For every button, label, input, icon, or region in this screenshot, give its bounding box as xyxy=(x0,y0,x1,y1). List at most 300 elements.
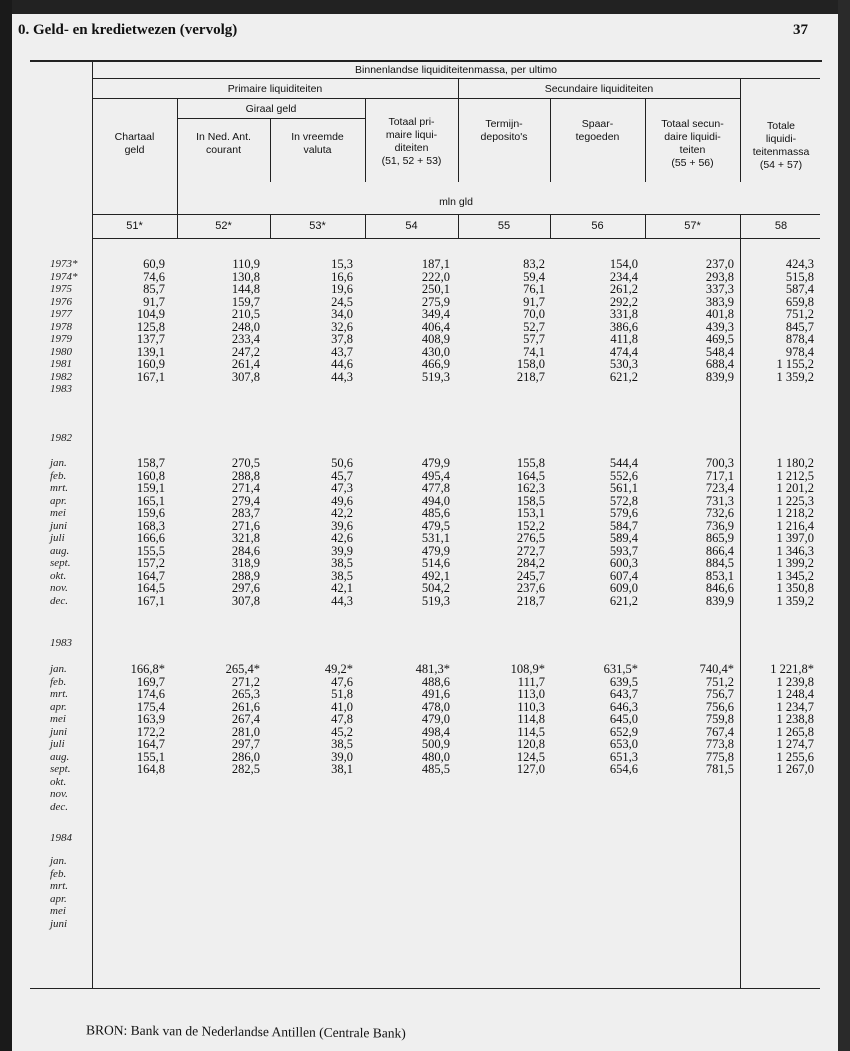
col-number-52: 52* xyxy=(215,220,232,232)
table-cell: 159,6 xyxy=(136,506,165,520)
table-cell: 386,6 xyxy=(609,319,638,334)
table-cell: 166,6 xyxy=(136,531,165,545)
table-cell: 587,4 xyxy=(785,282,814,296)
table-cell: 44,6 xyxy=(331,357,353,371)
rule-under-group xyxy=(92,98,740,99)
row-label: 1974* xyxy=(50,270,78,283)
table-cell: 481,3* xyxy=(415,662,450,676)
row-label: mei xyxy=(50,905,66,917)
column-c56 xyxy=(558,663,638,776)
table-cell: 469,5 xyxy=(705,332,734,346)
table-cell: 70,0 xyxy=(523,307,545,321)
row-labels xyxy=(50,855,68,930)
table-cell: 137,7 xyxy=(136,332,165,346)
table-cell: 531,1 xyxy=(421,531,450,545)
table-cell: 120,8 xyxy=(516,737,545,751)
table-cell: 114,5 xyxy=(517,724,545,739)
table-cell: 1 239,8 xyxy=(776,674,814,689)
table-cell: 1 201,2 xyxy=(776,481,814,495)
table-cell: 589,4 xyxy=(609,531,638,545)
col-number-55: 55 xyxy=(497,220,511,232)
col-header-58: Totale liquidi- teitenmassa (54 + 57) xyxy=(752,120,810,171)
table-cell: 479,5 xyxy=(421,518,450,533)
table-cell: 130,8 xyxy=(231,269,260,284)
table-cell: 167,1 xyxy=(136,593,165,608)
table-cell: 479,9 xyxy=(421,456,450,470)
table-cell: 561,1 xyxy=(609,481,638,495)
table-cell: 1 399,2 xyxy=(776,556,814,570)
row-label: mrt. xyxy=(50,880,69,892)
table-cell: 168,3 xyxy=(136,518,165,533)
table-cell: 293,8 xyxy=(705,269,734,284)
table-cell: 500,9 xyxy=(421,737,450,751)
column-c53 xyxy=(273,457,353,607)
table-cell: 271,2 xyxy=(231,674,260,689)
table-cell: 579,6 xyxy=(609,506,638,520)
table-cell: 108,9* xyxy=(510,662,545,676)
column-c55 xyxy=(465,663,545,776)
col-header-54: Totaal pri- maire liqui- diteiten (51, 52 + 53) xyxy=(381,116,442,167)
col-header-51: Chartaal geld xyxy=(114,131,155,156)
column-c56 xyxy=(558,457,638,607)
table-cell: 485,5 xyxy=(421,762,450,776)
table-cell xyxy=(273,383,353,396)
row-label: sept. xyxy=(50,557,71,569)
table-cell: 491,6 xyxy=(421,687,450,701)
table-cell: 775,8 xyxy=(705,749,734,764)
table-cell: 50,6 xyxy=(331,456,353,470)
row-label: okt. xyxy=(50,569,67,582)
table-cell: 781,5 xyxy=(705,762,734,776)
table-cell: 160,8 xyxy=(136,468,165,483)
table-cell: 337,3 xyxy=(705,282,734,296)
year-heading: 1984 xyxy=(50,832,72,844)
column-c54 xyxy=(370,457,450,607)
year-heading: 1982 xyxy=(50,432,72,444)
table-cell: 16,6 xyxy=(331,269,353,284)
table-cell: 279,4 xyxy=(231,493,260,508)
column-c56 xyxy=(558,258,638,396)
table-cell: 284,2 xyxy=(516,556,545,570)
table-cell: 104,9 xyxy=(136,307,165,321)
table-cell: 169,7 xyxy=(136,674,165,689)
table-cell: 127,0 xyxy=(516,762,545,776)
table-cell: 572,8 xyxy=(609,493,638,508)
column-c53 xyxy=(273,663,353,776)
table-cell: 292,2 xyxy=(609,294,638,309)
table-cell: 1 359,2 xyxy=(776,593,814,608)
table-cell: 288,9 xyxy=(231,568,260,583)
table-cell: 153,1 xyxy=(516,506,545,520)
table-cell: 282,5 xyxy=(231,762,260,776)
table-cell: 492,1 xyxy=(421,568,450,583)
table-cell: 488,6 xyxy=(421,674,450,689)
table-cell: 297,6 xyxy=(231,581,260,595)
col-header-52: In Ned. Ant. courant xyxy=(196,131,251,156)
table-cell: 39,9 xyxy=(331,543,353,558)
table-cell: 1 218,2 xyxy=(776,506,814,520)
table-cell: 44,3 xyxy=(331,369,353,384)
row-labels xyxy=(50,258,78,396)
table-cell: 19,6 xyxy=(331,282,353,296)
table-cell: 222,0 xyxy=(421,269,450,284)
table-cell: 49,2* xyxy=(324,662,353,676)
table-cell: 479,0 xyxy=(421,712,450,726)
table-cell: 519,3 xyxy=(421,369,450,384)
table-cell: 271,4 xyxy=(231,481,260,495)
table-cell: 643,7 xyxy=(609,687,638,701)
table-cell: 865,9 xyxy=(705,531,734,545)
table-cell: 267,4 xyxy=(231,712,260,726)
table-cell: 759,8 xyxy=(705,712,734,726)
column-c58 xyxy=(734,663,814,776)
table-cell: 155,5 xyxy=(136,543,165,558)
rule-top xyxy=(30,60,822,62)
row-label: aug. xyxy=(50,544,70,557)
table-cell: 318,9 xyxy=(231,556,260,570)
table-cell: 1 359,2 xyxy=(776,369,814,384)
secondary-header: Secundaire liquiditeiten xyxy=(544,83,654,95)
table-cell: 700,3 xyxy=(705,456,734,470)
table-cell: 110,9 xyxy=(232,257,260,271)
table-cell xyxy=(654,383,734,396)
table-cell: 47,8 xyxy=(331,712,353,726)
column-c57 xyxy=(654,457,734,607)
row-label: nov. xyxy=(50,788,68,800)
row-label: 1983 xyxy=(50,383,72,395)
col-header-55: Termijn- deposito's xyxy=(480,118,528,143)
row-label: nov. xyxy=(50,582,68,594)
table-cell: 281,0 xyxy=(231,724,260,739)
table-cell: 74,6 xyxy=(143,269,165,284)
table-cell: 32,6 xyxy=(331,319,353,334)
table-cell: 114,8 xyxy=(517,712,545,726)
column-c52 xyxy=(180,258,260,396)
table-cell: 270,5 xyxy=(231,456,260,470)
page-gutter xyxy=(0,0,12,1051)
year-heading: 1983 xyxy=(50,637,72,649)
table-cell: 839,9 xyxy=(705,593,734,608)
table-cell: 756,6 xyxy=(705,699,734,714)
table-cell xyxy=(465,383,545,396)
table-cell: 247,2 xyxy=(231,344,260,359)
col-number-53: 53* xyxy=(309,220,326,232)
table-cell: 717,1 xyxy=(705,468,734,483)
table-cell: 408,9 xyxy=(421,332,450,346)
table-cell: 349,4 xyxy=(421,307,450,321)
table-cell: 24,5 xyxy=(331,294,353,309)
table-cell: 158,0 xyxy=(516,357,545,371)
table-cell: 272,7 xyxy=(516,543,545,558)
table-cell: 659,8 xyxy=(785,294,814,309)
col-number-51: 51* xyxy=(126,220,143,232)
table-cell: 113,0 xyxy=(517,687,545,701)
table-cell xyxy=(558,383,638,396)
column-c52 xyxy=(180,457,260,607)
table-cell: 297,7 xyxy=(231,737,260,751)
table-cell: 159,7 xyxy=(231,294,260,309)
table-cell: 732,6 xyxy=(705,506,734,520)
table-cell: 552,6 xyxy=(609,468,638,483)
table-cell: 165,1 xyxy=(136,493,165,508)
col-header-53: In vreemde valuta xyxy=(291,131,344,156)
table-cell: 45,7 xyxy=(331,468,353,483)
table-cell: 37,8 xyxy=(331,332,353,346)
table-cell: 1 274,7 xyxy=(776,737,814,751)
giraal-header: Giraal geld xyxy=(245,103,297,115)
table-cell: 504,2 xyxy=(421,581,450,595)
table-cell: 160,9 xyxy=(136,357,165,371)
table-cell: 773,8 xyxy=(705,737,734,751)
row-label: sept. xyxy=(50,763,71,775)
table-cell: 1 397,0 xyxy=(776,531,814,545)
table-cell: 839,9 xyxy=(705,369,734,384)
table-cell: 1 345,2 xyxy=(776,568,814,583)
table-cell: 1 350,8 xyxy=(776,581,814,595)
row-label: jan. xyxy=(50,855,67,867)
table-cell: 401,8 xyxy=(705,307,734,321)
table-cell: 307,8 xyxy=(231,593,260,608)
table-cell: 321,8 xyxy=(231,531,260,545)
table-cell: 261,4 xyxy=(231,357,260,371)
table-cell: 175,4 xyxy=(136,699,165,714)
table-cell: 83,2 xyxy=(523,257,545,271)
row-label: mei xyxy=(50,713,66,725)
row-label: juni xyxy=(50,725,68,738)
table-cell: 144,8 xyxy=(231,282,260,296)
table-cell: 544,4 xyxy=(609,456,638,470)
table-cell: 172,2 xyxy=(136,724,165,739)
table-cell: 261,6 xyxy=(231,699,260,714)
table-cell: 34,0 xyxy=(331,307,353,321)
table-cell: 218,7 xyxy=(516,593,545,608)
table-cell: 163,9 xyxy=(136,712,165,726)
table-cell: 474,4 xyxy=(609,344,638,359)
table-cell: 740,4* xyxy=(699,662,734,676)
table-cell: 245,7 xyxy=(516,568,545,583)
table-cell: 45,2 xyxy=(331,724,353,739)
table-cell: 43,7 xyxy=(331,344,353,359)
table-cell: 110,3 xyxy=(517,699,545,714)
rule-below-numbers xyxy=(92,238,820,239)
table-cell: 85,7 xyxy=(143,282,165,296)
column-c55 xyxy=(465,457,545,607)
table-cell: 155,8 xyxy=(516,456,545,470)
table-cell: 234,4 xyxy=(609,269,638,284)
row-labels xyxy=(50,663,70,813)
table-cell: 261,2 xyxy=(609,282,638,296)
table-cell: 853,1 xyxy=(705,568,734,583)
table-cell: 210,5 xyxy=(231,307,260,321)
row-label: mrt. xyxy=(50,482,69,494)
column-c52 xyxy=(180,663,260,776)
table-cell: 59,4 xyxy=(523,269,545,284)
table-cell: 1 155,2 xyxy=(776,357,814,371)
table-cell: 187,1 xyxy=(421,257,450,271)
table-cell: 57,7 xyxy=(523,332,545,346)
table-cell: 218,7 xyxy=(516,369,545,384)
table-cell: 15,3 xyxy=(331,257,353,271)
table-cell: 158,7 xyxy=(136,456,165,470)
table-cell: 42,1 xyxy=(331,581,353,595)
table-cell: 485,6 xyxy=(421,506,450,520)
table-cell: 621,2 xyxy=(609,369,638,384)
rule-bottom xyxy=(30,988,820,989)
table-cell: 166,8* xyxy=(130,662,165,676)
row-label: apr. xyxy=(50,892,67,905)
table-cell: 884,5 xyxy=(705,556,734,570)
table-cell: 164,8 xyxy=(136,762,165,776)
table-cell: 477,8 xyxy=(421,481,450,495)
row-label: feb. xyxy=(50,675,67,688)
table-cell: 1 265,8 xyxy=(776,724,814,739)
table-cell: 494,0 xyxy=(421,493,450,508)
table-cell: 288,8 xyxy=(231,468,260,483)
table-cell: 639,5 xyxy=(609,674,638,689)
table-cell: 124,5 xyxy=(516,749,545,764)
table-cell: 621,2 xyxy=(609,593,638,608)
table-cell: 1 238,8 xyxy=(776,712,814,726)
table-cell: 1 346,3 xyxy=(776,543,814,558)
table-cell: 38,1 xyxy=(331,762,353,776)
table-cell: 495,4 xyxy=(421,468,450,483)
row-label: juli xyxy=(50,532,65,544)
unit-label: mln gld xyxy=(439,196,473,208)
row-label: apr. xyxy=(50,700,67,713)
table-cell: 1 225,3 xyxy=(776,493,814,508)
table-cell: 42,6 xyxy=(331,531,353,545)
table-cell: 91,7 xyxy=(143,294,165,309)
row-label: 1981 xyxy=(50,358,72,370)
table-cell: 1 234,7 xyxy=(776,699,814,714)
table-cell: 39,6 xyxy=(331,518,353,533)
table-cell: 609,0 xyxy=(609,581,638,595)
col-header-56: Spaar- tegoeden xyxy=(575,118,620,143)
table-cell: 76,1 xyxy=(523,282,545,296)
row-label: dec. xyxy=(50,800,69,813)
table-cell: 514,6 xyxy=(421,556,450,570)
table-cell: 164,5 xyxy=(516,468,545,483)
table-cell: 1 255,6 xyxy=(776,749,814,764)
table-cell: 406,4 xyxy=(421,319,450,334)
table-cell: 646,3 xyxy=(609,699,638,714)
row-label: juni xyxy=(50,917,68,930)
table-cell: 52,7 xyxy=(523,319,545,334)
table-cell: 866,4 xyxy=(705,543,734,558)
table-cell: 162,3 xyxy=(516,481,545,495)
table-cell: 548,4 xyxy=(705,344,734,359)
table-cell: 331,8 xyxy=(609,307,638,321)
table-cell: 275,9 xyxy=(421,294,450,309)
column-c54 xyxy=(370,663,450,776)
table-cell: 237,0 xyxy=(705,257,734,271)
table-cell: 237,6 xyxy=(516,581,545,595)
row-label: jan. xyxy=(50,663,67,675)
row-label: 1979 xyxy=(50,333,72,345)
col-header-57: Totaal secun- daire liquidi- teiten (55 + 56) xyxy=(661,118,724,169)
row-label: apr. xyxy=(50,494,67,507)
row-label: 1978 xyxy=(50,320,72,333)
table-cell: 878,4 xyxy=(785,332,814,346)
row-label: 1975 xyxy=(50,283,72,295)
table-cell: 480,0 xyxy=(421,749,450,764)
table-cell: 736,9 xyxy=(705,518,734,533)
table-cell: 39,0 xyxy=(331,749,353,764)
table-cell: 60,9 xyxy=(143,257,165,271)
table-cell: 593,7 xyxy=(609,543,638,558)
table-cell: 645,0 xyxy=(609,712,638,726)
page-edge xyxy=(838,0,850,1051)
table-cell: 751,2 xyxy=(705,674,734,689)
table-cell: 47,3 xyxy=(331,481,353,495)
table-cell: 42,2 xyxy=(331,506,353,520)
table-cell: 479,9 xyxy=(421,543,450,558)
table-cell: 51,8 xyxy=(331,687,353,701)
table-cell: 271,6 xyxy=(231,518,260,533)
table-cell: 688,4 xyxy=(705,357,734,371)
table-cell xyxy=(734,383,814,396)
row-label: 1977 xyxy=(50,308,72,320)
table-cell: 111,7 xyxy=(517,674,545,689)
table-cell: 1 180,2 xyxy=(776,456,814,470)
table-cell: 607,4 xyxy=(609,568,638,583)
table-cell: 167,1 xyxy=(136,369,165,384)
table-cell: 439,3 xyxy=(705,319,734,334)
row-label: okt. xyxy=(50,775,67,788)
table-cell: 174,6 xyxy=(136,687,165,701)
table-cell: 731,3 xyxy=(705,493,734,508)
table-cell: 519,3 xyxy=(421,593,450,608)
table-cell: 164,7 xyxy=(136,737,165,751)
row-label: juni xyxy=(50,519,68,532)
table-cell: 1 248,4 xyxy=(776,687,814,701)
table-cell: 478,0 xyxy=(421,699,450,714)
table-cell xyxy=(370,383,450,396)
table-title: Binnenlandse liquiditeitenmassa, per ultimo xyxy=(355,64,557,76)
table-cell: 159,1 xyxy=(136,481,165,495)
table-cell: 49,6 xyxy=(331,493,353,508)
row-labels xyxy=(50,457,70,607)
row-label: dec. xyxy=(50,594,69,607)
table-cell: 723,4 xyxy=(705,481,734,495)
row-label: aug. xyxy=(50,750,70,763)
row-label: 1976 xyxy=(50,295,72,308)
table-cell: 498,4 xyxy=(421,724,450,739)
rule-above-numbers xyxy=(92,214,820,215)
row-label: mei xyxy=(50,507,66,519)
table-cell: 530,3 xyxy=(609,357,638,371)
table-cell: 307,8 xyxy=(231,369,260,384)
column-c58 xyxy=(734,457,814,607)
col-number-58: 58 xyxy=(774,220,788,232)
row-label: mrt. xyxy=(50,688,69,700)
table-cell: 600,3 xyxy=(609,556,638,570)
table-cell: 164,5 xyxy=(136,581,165,595)
page-number: 37 xyxy=(793,22,808,38)
column-c55 xyxy=(465,258,545,396)
table-cell: 38,5 xyxy=(331,556,353,570)
table-cell: 164,7 xyxy=(136,568,165,583)
row-label: 1982 xyxy=(50,370,72,383)
table-cell: 125,8 xyxy=(136,319,165,334)
rule-under-title xyxy=(92,78,820,79)
table-cell: 74,1 xyxy=(523,344,545,359)
table-cell: 654,6 xyxy=(609,762,638,776)
table-cell: 978,4 xyxy=(785,344,814,359)
table-cell: 751,2 xyxy=(785,307,814,321)
table-cell: 265,3 xyxy=(231,687,260,701)
primary-header: Primaire liquiditeiten xyxy=(227,83,323,95)
